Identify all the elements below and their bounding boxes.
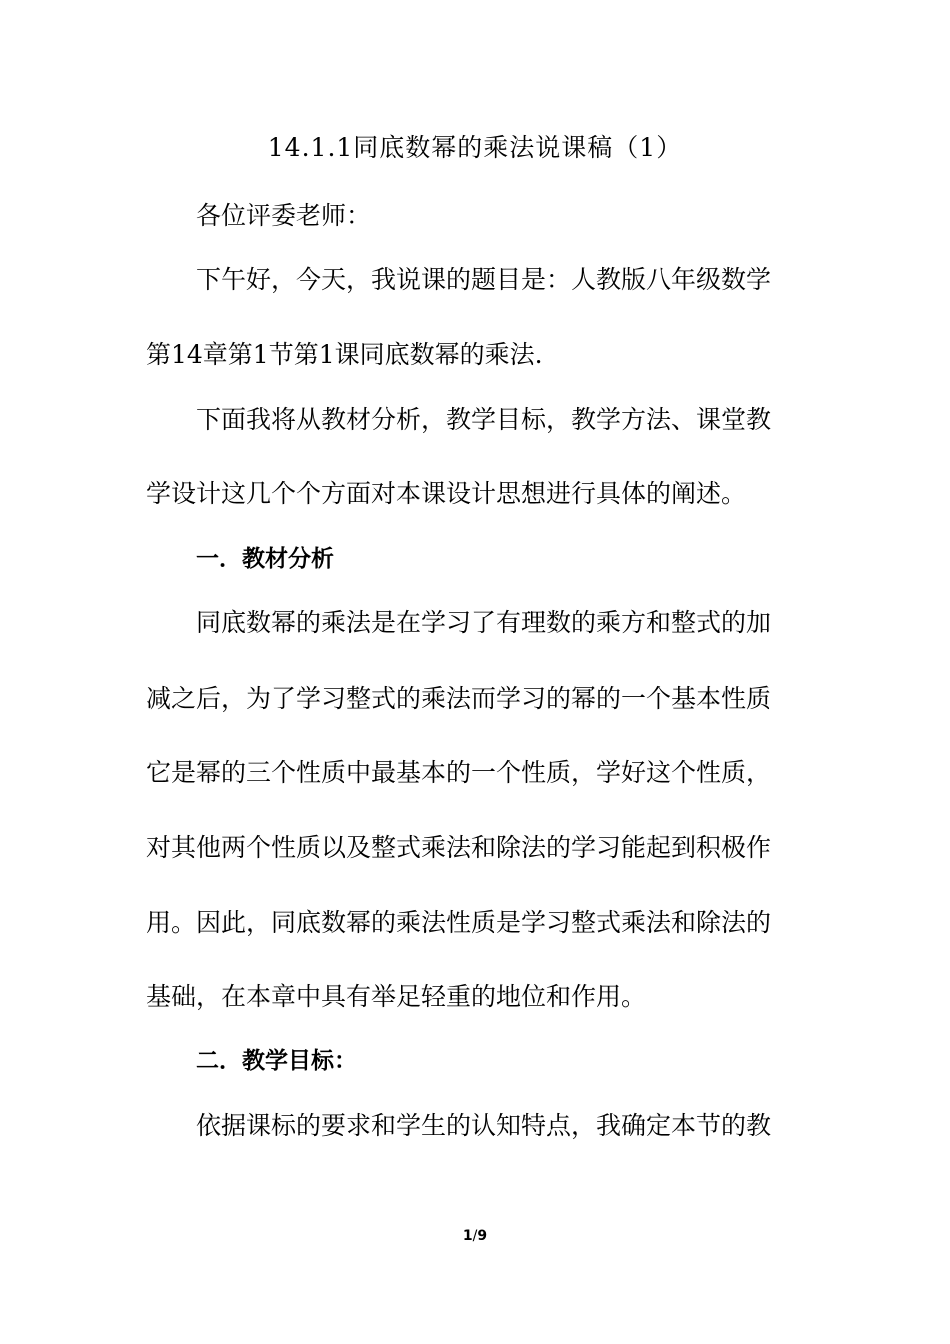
paragraph-line: 用。因此，同底数幂的乘法性质是学习整式乘法和除法的 [146,908,772,937]
paragraph-line: 同底数幂的乘法是在学习了有理数的乘方和整式的加 [196,608,772,637]
paragraph-line: 第14章第1节第1课同底数幂的乘法. [146,340,543,369]
current-page-number: 1 [462,1228,473,1244]
paragraph-line: 下午好，今天，我说课的题目是：人教版八年级数学 [196,265,772,294]
section-heading-objectives: 二．教学目标： [196,1048,357,1074]
page-separator: / [472,1228,478,1244]
total-pages-number: 9 [477,1228,488,1244]
paragraph-line: 学设计这几个个方面对本课设计思想进行具体的阐述。 [146,479,747,508]
section-heading-materials: 一．教材分析 [196,546,334,572]
paragraph-line: 它是幂的三个性质中最基本的一个性质，学好这个性质， [146,758,772,787]
paragraph-line: 基础，在本章中具有举足轻重的地位和作用。 [146,982,647,1011]
greeting-line: 各位评委老师： [196,201,372,230]
document-title: 14.1.1同底数幂的乘法说课稿（1） [267,133,683,162]
page-number [0,1222,950,1250]
paragraph-line: 减之后，为了学习整式的乘法而学习的幂的一个基本性质 [146,684,772,713]
paragraph-line: 依据课标的要求和学生的认知特点，我确定本节的教 [196,1111,772,1140]
paragraph-line: 下面我将从教材分析，教学目标，教学方法、课堂教 [196,405,772,434]
paragraph-line: 对其他两个性质以及整式乘法和除法的学习能起到积极作 [146,833,772,862]
